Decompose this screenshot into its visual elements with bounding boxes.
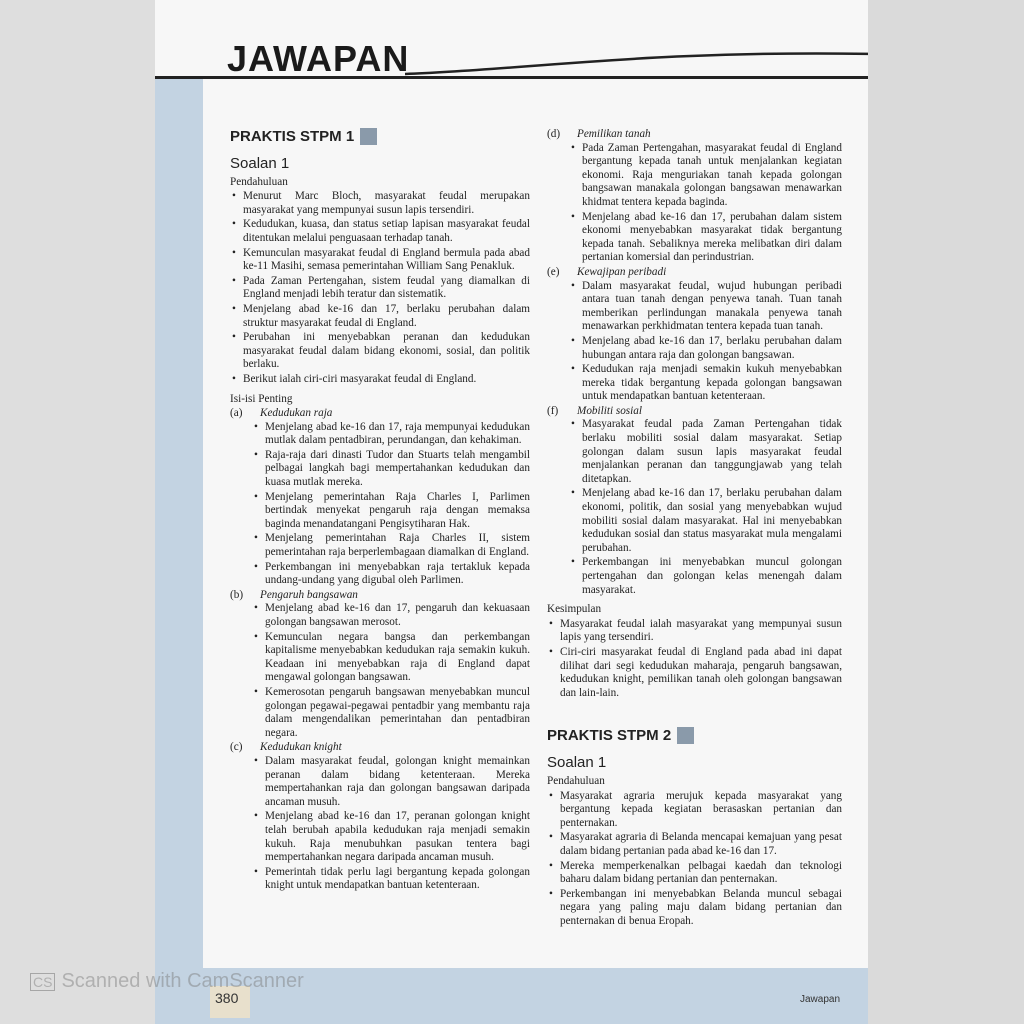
section-title: PRAKTIS STPM 2 xyxy=(547,727,672,745)
list-item: • Dalam masyarakat feudal, wujud hubungan peribadi antara tuan tanah dengan penyewa tanah. Tuan tanah memberikan perlindungan manakala penyewa tanah menawarkan perkhidmatan tentera kepada tuan tanah. xyxy=(569,280,842,334)
section-heading xyxy=(230,128,530,145)
list-item: • Perkembangan ini menyebabkan muncul golongan pertengahan dan golongan kelas menengah dalam masyarakat. xyxy=(569,556,842,597)
introduction-heading: Pendahuluan xyxy=(230,175,288,188)
list-item: • Menjelang abad ke-16 dan 17, berlaku perubahan dalam struktur masyarakat feudal di England. xyxy=(230,303,530,330)
list-item: • Perkembangan ini menyebabkan Belanda muncul sebagai negara yang paling maju dalam bidang pertanian dan penternakan di benua Eropah. xyxy=(547,888,842,929)
item-heading xyxy=(230,407,530,421)
list-item: • Mereka memperkenalkan pelbagai kaedah dan teknologi baharu dalam bidang pertanian dan penternakan. xyxy=(547,860,842,887)
item-title: Pemilikan tanah xyxy=(577,128,651,140)
introduction-list xyxy=(547,790,842,929)
key-points-heading: Isi-isi Penting xyxy=(230,392,293,405)
right-column xyxy=(547,127,842,929)
scanner-watermark xyxy=(30,970,304,993)
list-item: • Dalam masyarakat feudal, golongan knight memainkan peranan dalam bidang ketenteraan. Mereka mempertahankan raja dan golongan bangsawan daripada ancaman musuh. xyxy=(252,755,530,809)
header-swoosh xyxy=(405,40,868,76)
section-heading xyxy=(547,727,842,744)
introduction-heading: Pendahuluan xyxy=(547,774,605,787)
item-heading xyxy=(547,128,842,142)
list-item: • Kemunculan masyarakat feudal di England bermula pada abad ke-11 Masihi, semasa pemerintahan William Sang Penakluk. xyxy=(230,247,530,274)
section-marker-icon xyxy=(677,727,694,744)
item-title: Kewajipan peribadi xyxy=(577,265,667,278)
item-title: Mobiliti sosial xyxy=(577,404,642,417)
section-marker-icon xyxy=(360,128,377,145)
list-item: • Menjelang abad ke-16 dan 17, raja mempunyai kedudukan mutlak dalam pentadbiran, perundangan, dan kehakiman. xyxy=(252,421,530,448)
list-item: • Kedudukan raja menjadi semakin kukuh menyebabkan mereka tidak bergantung kepada golongan bangsawan untuk mendapatkan bantuan ketenteraan. xyxy=(569,363,842,404)
list-item: • Pada Zaman Pertengahan, masyarakat feudal di England bergantung kepada tanah untuk menjalankan kegiatan ekonomi. Raja menguriakan tanah kepada golongan bangsawan manakala golongan bangsawan menawarkan khidmat tentera kepada baginda. xyxy=(569,142,842,210)
list-item: • Menurut Marc Bloch, masyarakat feudal merupakan masyarakat yang mempunyai susun lapis tersendiri. xyxy=(230,190,530,217)
list-item: • Menjelang pemerintahan Raja Charles I, Parlimen bertindak menyekat pengaruh raja dengan memaksa baginda menandatangani Pengisytiharan Hak. xyxy=(252,491,530,532)
conclusion-list xyxy=(547,618,842,701)
item-title: Kedudukan knight xyxy=(260,741,342,754)
item-letter: (c) xyxy=(230,741,243,754)
conclusion-heading: Kesimpulan xyxy=(547,603,602,616)
item-heading xyxy=(230,741,530,755)
list-item: • Masyarakat feudal pada Zaman Pertengahan tidak berlaku mobiliti sosial dalam masyarakat. Setiap golongan dalam susun lapis masyarakat feudal menjalankan peranan dan tanggungjawab yang telah ditetapkan. xyxy=(569,418,842,486)
list-item: • Menjelang abad ke-16 dan 17, pengaruh dan kekuasaan golongan bangsawan merosot. xyxy=(252,602,530,629)
watermark-text: Scanned with CamScanner xyxy=(61,970,304,992)
list-item: • Pada Zaman Pertengahan, sistem feudal yang diamalkan di England menjadi lebih teratur dan sistematik. xyxy=(230,275,530,302)
list-item: • Kemunculan negara bangsa dan perkembangan kapitalisme menyebabkan kedudukan raja semakin kukuh. Keadaan ini menyebabkan raja di England dapat mengawal golongan bangsawan. xyxy=(252,631,530,685)
item-title: Pengaruh bangsawan xyxy=(260,588,358,601)
item-heading xyxy=(547,405,842,419)
list-item: • Kedudukan, kuasa, dan status setiap lapisan masyarakat feudal ditentukan melalui penguasaan terhadap tanah. xyxy=(230,218,530,245)
item-points xyxy=(569,142,842,265)
item-letter: (a) xyxy=(230,407,243,420)
list-item: • Pemerintah tidak perlu lagi bergantung kepada golongan knight untuk mendapatkan bantuan ketenteraan. xyxy=(252,866,530,893)
page-number: 380 xyxy=(210,986,250,1018)
list-item: • Masyarakat agraria di Belanda mencapai kemajuan yang pesat dalam bidang pertanian pada abad ke-16 dan 17. xyxy=(547,831,842,858)
left-column xyxy=(230,128,530,894)
item-letter: (d) xyxy=(547,128,561,140)
list-item: • Menjelang abad ke-16 dan 17, peranan golongan knight telah berubah apabila kedudukan raja menjadi semakin kukuh. Raja menubuhkan pasukan tentera bagi mempertahankan negara daripada ancaman musuh. xyxy=(252,810,530,864)
item-letter: (f) xyxy=(547,404,559,417)
introduction-list xyxy=(230,190,530,386)
item-points xyxy=(569,418,842,597)
list-item: • Berikut ialah ciri-ciri masyarakat feudal di England. xyxy=(230,373,530,387)
list-item: • Menjelang pemerintahan Raja Charles II, sistem pemerintahan raja berperlembagaan diamalkan di England. xyxy=(252,532,530,559)
list-item: • Menjelang abad ke-16 dan 17, berlaku perubahan dalam hubungan antara raja dan golongan bangsawan. xyxy=(569,335,842,362)
list-item: • Menjelang abad ke-16 dan 17, berlaku perubahan dalam ekonomi, politik, dan sosial yang menyebabkan wujud mobiliti sosial dalam masyarakat. Hal ini menyebabkan kedudukan sosial dan status masyarakat mula mengalami perubahan. xyxy=(569,487,842,555)
section-title: PRAKTIS STPM 1 xyxy=(230,127,355,145)
item-letter: (e) xyxy=(547,265,560,278)
list-item: • Kemerosotan pengaruh bangsawan menyebabkan muncul golongan pegawai-pegawai pentadbir yang membantu raja dalam mengendalikan pemerintahan dan pentadbiran negara. xyxy=(252,686,530,740)
page-heading: JAWAPAN xyxy=(227,38,410,79)
list-item: • Perubahan ini menyebabkan peranan dan kedudukan masyarakat feudal dalam bidang ekonomi, sosial, dan politik berlaku. xyxy=(230,331,530,372)
book-page xyxy=(155,0,868,1024)
question-label: Soalan 1 xyxy=(547,754,607,772)
question-label: Soalan 1 xyxy=(230,155,290,172)
camscanner-logo-icon: CS xyxy=(30,973,55,991)
background-left xyxy=(0,0,158,1024)
list-item: • Perkembangan ini menyebabkan raja tertakluk kepada undang-undang yang digubal oleh Parlimen. xyxy=(252,561,530,588)
item-points xyxy=(252,421,530,588)
item-points xyxy=(569,280,842,404)
list-item: • Ciri-ciri masyarakat feudal di England pada abad ini dapat dilihat dari segi kedudukan maharaja, pengaruh bangsawan, kedudukan knight, pemilikan tanah oleh golongan bangsawan dan lain-lain. xyxy=(547,646,842,700)
item-points xyxy=(252,602,530,740)
page-side-band xyxy=(155,78,203,1024)
list-item: • Raja-raja dari dinasti Tudor dan Stuarts telah mengambil pelbagai langkah bagi mempertahankan kedudukan dan kuasa mutlak mereka. xyxy=(252,449,530,490)
item-letter: (b) xyxy=(230,588,244,601)
background-right xyxy=(868,0,1024,1024)
list-item: • Masyarakat feudal ialah masyarakat yang mempunyai susun lapis yang tersendiri. xyxy=(547,618,842,645)
item-heading xyxy=(547,266,842,280)
list-item: • Masyarakat agraria merujuk kepada masyarakat yang bergantung kepada kegiatan berasaskan pertanian dan penternakan. xyxy=(547,790,842,831)
list-item: • Menjelang abad ke-16 dan 17, perubahan dalam sistem ekonomi menyebabkan masyarakat tidak bergantung kepada tanah. Sebaliknya mereka melibatkan diri dalam pertanian komersial dan perindustrian. xyxy=(569,211,842,265)
item-points xyxy=(252,755,530,893)
running-footer: Jawapan xyxy=(800,994,841,1005)
item-title: Kedudukan raja xyxy=(260,407,333,420)
item-heading xyxy=(230,589,530,603)
